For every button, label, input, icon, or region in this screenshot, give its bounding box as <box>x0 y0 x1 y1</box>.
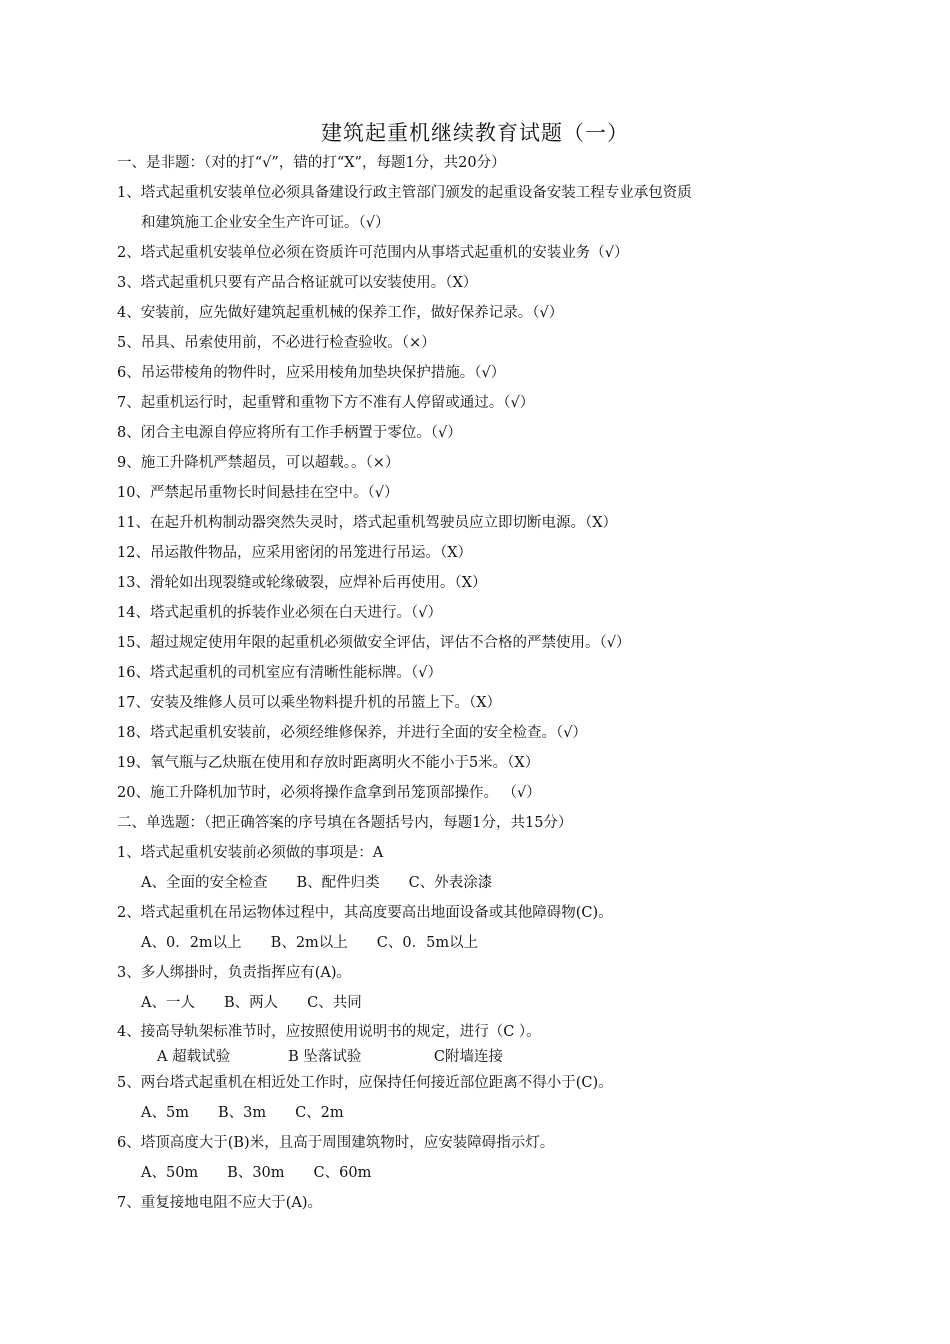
answer-options: A、0．2m以上 B、2m以上 C、0．5m以上 <box>141 935 479 951</box>
question-line: 9、施工升降机严禁超员，可以超载。。（×） <box>117 455 400 471</box>
question-line: 1、塔式起重机安装单位必须具备建设行政主管部门颁发的起重设备安装工程专业承包资质 <box>117 185 692 201</box>
question-line: 3、塔式起重机只要有产品合格证就可以安装使用。（X） <box>117 275 478 291</box>
question-line: 1、塔式起重机安装前必须做的事项是：A <box>117 845 384 861</box>
question-line: 18、塔式起重机安装前，必须经维修保养，并进行全面的安全检查。（√） <box>117 725 587 741</box>
question-line: 8、闭合主电源自停应将所有工作手柄置于零位。（√） <box>117 425 462 441</box>
question-line: 和建筑施工企业安全生产许可证。（√） <box>141 215 390 231</box>
question-line: 5、吊具、吊索使用前，不必进行检查验收。（×） <box>117 335 436 351</box>
question-line: 16、塔式起重机的司机室应有清晰性能标牌。（√） <box>117 665 442 681</box>
question-line: 13、滑轮如出现裂缝或轮缘破裂，应焊补后再使用。（X） <box>117 575 487 591</box>
question-line: 4、安装前，应先做好建筑起重机械的保养工作，做好保养记录。（√） <box>117 305 564 321</box>
question-line: 2、塔式起重机安装单位必须在资质许可范围内从事塔式起重机的安装业务（√） <box>117 245 629 261</box>
question-line: 10、严禁起吊重物长时间悬挂在空中。（√） <box>117 485 399 501</box>
answer-options: A 超载试验 B 坠落试验 C附墙连接 <box>157 1049 503 1065</box>
section2-heading: 二、单选题：（把正确答案的序号填在各题括号内，每题1分，共15分） <box>117 815 573 831</box>
question-line: 3、多人绑掛时，负责指挥应有(A)。 <box>117 965 352 981</box>
question-line: 19、氧气瓶与乙炔瓶在使用和存放时距离明火不能小于5米。（X） <box>117 755 540 771</box>
question-line: 15、超过规定使用年限的起重机必须做安全评估，评估不合格的严禁使用。（√） <box>117 635 631 651</box>
question-line: 20、施工升降机加节时，必须将操作盒拿到吊笼顶部操作。 （√） <box>117 785 541 801</box>
section1-heading: 一、是非题：（对的打“√”，错的打“X”，每题1分，共20分） <box>117 155 506 171</box>
question-line: 4、接高导轨架标准节时，应按照使用说明书的规定，进行（C ）。 <box>117 1024 541 1040</box>
page-title: 建筑起重机继续教育试题（一） <box>321 121 629 145</box>
question-line: 6、吊运带棱角的物件时，应采用棱角加垫块保护措施。（√） <box>117 365 506 381</box>
question-line: 6、塔顶高度大于(B)米，且高于周围建筑物时，应安装障碍指示灯。 <box>117 1135 555 1151</box>
question-line: 17、安装及维修人员可以乘坐物料提升机的吊篮上下。（X） <box>117 695 502 711</box>
question-line: 12、吊运散件物品，应采用密闭的吊笼进行吊运。（X） <box>117 545 473 561</box>
answer-options: A、全面的安全检查 B、配件归类 C、外表涂漆 <box>141 875 493 891</box>
question-line: 2、塔式起重机在吊运物体过程中，其高度要高出地面设备或其他障碍物(C)。 <box>117 905 613 921</box>
question-line: 7、起重机运行时，起重臂和重物下方不准有人停留或通过。（√） <box>117 395 535 411</box>
answer-options: A、5m B、3m C、2m <box>141 1105 344 1121</box>
question-line: 7、重复接地电阻不应大于(A)。 <box>117 1195 323 1211</box>
answer-options: A、一人 B、两人 C、共同 <box>141 995 362 1011</box>
question-line: 11、在起升机构制动器突然失灵时，塔式起重机驾驶员应立即切断电源。（X） <box>117 515 618 531</box>
question-line: 14、塔式起重机的拆装作业必须在白天进行。（√） <box>117 605 442 621</box>
question-line: 5、两台塔式起重机在相近处工作时，应保持任何接近部位距离不得小于(C)。 <box>117 1075 613 1091</box>
answer-options: A、50m B、30m C、60m <box>141 1165 372 1181</box>
